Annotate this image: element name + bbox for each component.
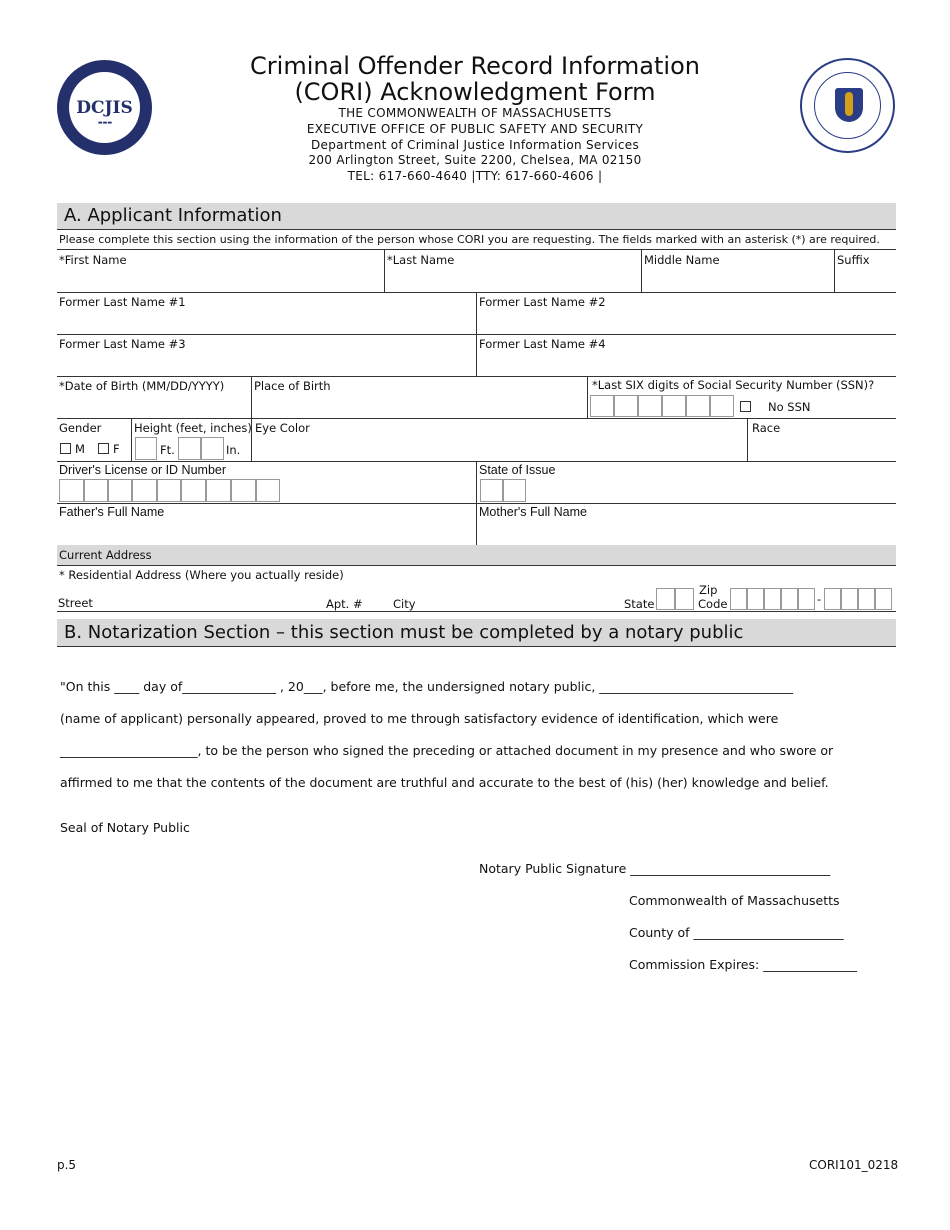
no-ssn-label: No SSN: [768, 400, 811, 414]
zip4-digit-1[interactable]: [824, 588, 841, 610]
gender-f-checkbox[interactable]: [98, 443, 109, 454]
section-b-header: B. Notarization Section – this section must be completed by a notary public: [57, 619, 896, 647]
form-title-line1: Criminal Offender Record Information: [250, 52, 700, 80]
former-last-name-4-label: Former Last Name #4: [479, 337, 606, 351]
gender-m-checkbox[interactable]: [60, 443, 71, 454]
last-name-label: *Last Name: [387, 253, 455, 267]
header-line-5: TEL: 617-660-4640 |TTY: 617-660-4606 |: [347, 169, 603, 183]
dl-digit-6[interactable]: [181, 479, 206, 502]
notary-signature-line: Notary Public Signature ________________________________: [479, 861, 831, 876]
mother-name-label: Mother's Full Name: [479, 505, 587, 519]
notary-paragraph-line-4: affirmed to me that the contents of the document are truthful and accurate to the best of (his) (her) knowledge and belief.: [60, 775, 829, 790]
zip-label: Zip: [699, 583, 718, 597]
dl-digit-8[interactable]: [231, 479, 256, 502]
height-feet-box[interactable]: [135, 437, 157, 460]
height-inch-box-1[interactable]: [178, 437, 201, 460]
section-a-instructions: Please complete this section using the information of the person whose CORI you are requesting. The fields marked with an asterisk (*) are required.: [59, 233, 880, 246]
commission-expires-line: Commission Expires: _______________: [629, 957, 857, 972]
street-label: Street: [58, 596, 93, 610]
dcjis-logo-icon: [57, 60, 152, 155]
height-inch-box-2[interactable]: [201, 437, 224, 460]
ssn-digit-3[interactable]: [638, 395, 662, 417]
commonwealth-label: Commonwealth of Massachusetts: [629, 893, 840, 908]
state-label: State: [624, 597, 655, 611]
father-name-label: Father's Full Name: [59, 505, 165, 519]
dl-digit-3[interactable]: [108, 479, 132, 502]
suffix-label: Suffix: [837, 253, 870, 267]
state-issue-box-2[interactable]: [503, 479, 526, 502]
zip-digit-4[interactable]: [781, 588, 798, 610]
former-last-name-1-label: Former Last Name #1: [59, 295, 186, 309]
current-address-header: Current Address: [57, 545, 896, 565]
page-number: p.5: [57, 1158, 77, 1172]
ssn-digit-1[interactable]: [590, 395, 614, 417]
dl-digit-7[interactable]: [206, 479, 231, 502]
zip4-digit-3[interactable]: [858, 588, 875, 610]
section-a-header: A. Applicant Information: [57, 203, 896, 230]
zip-digit-2[interactable]: [747, 588, 764, 610]
ssn-digit-2[interactable]: [614, 395, 638, 417]
state-box-1[interactable]: [656, 588, 675, 610]
former-last-name-2-label: Former Last Name #2: [479, 295, 606, 309]
gender-m-label: M: [75, 442, 85, 456]
dl-digit-4[interactable]: [132, 479, 157, 502]
notary-paragraph-line-1: "On this ____ day of_______________ , 20___, before me, the undersigned notary public, _______________________________: [60, 679, 794, 694]
seal-of-notary-label: Seal of Notary Public: [60, 820, 190, 835]
notary-paragraph-line-2: (name of applicant) personally appeared, proved to me through satisfactory evidence of identification, which were: [60, 711, 779, 726]
eye-color-label: Eye Color: [255, 421, 310, 435]
ssn-label: *Last SIX digits of Social Security Number (SSN)?: [592, 378, 875, 392]
height-ft-label: Ft.: [160, 443, 175, 457]
ssn-digit-6[interactable]: [710, 395, 734, 417]
header-line-1: THE COMMONWEALTH OF MASSACHUSETTS: [338, 106, 612, 120]
ssn-digit-5[interactable]: [686, 395, 710, 417]
residential-address-label: * Residential Address (Where you actually reside): [59, 568, 344, 582]
city-label: City: [393, 597, 416, 611]
dob-label: *Date of Birth (MM/DD/YYYY): [59, 379, 225, 393]
massachusetts-seal-icon: [800, 58, 895, 153]
zip4-digit-2[interactable]: [841, 588, 858, 610]
header-line-3: Department of Criminal Justice Information Services: [311, 138, 639, 152]
no-ssn-checkbox[interactable]: [740, 401, 751, 412]
dcjis-logo-tagline-icon: ▬▬▬: [97, 120, 113, 126]
gender-f-label: F: [113, 442, 120, 456]
dcjis-logo-text: DCJIS: [76, 98, 133, 118]
apt-label: Apt. #: [326, 597, 363, 611]
dl-digit-9[interactable]: [256, 479, 280, 502]
gender-label: Gender: [59, 421, 102, 435]
form-title-line2: (CORI) Acknowledgment Form: [294, 78, 656, 106]
zip-digit-5[interactable]: [798, 588, 815, 610]
header-line-2: EXECUTIVE OFFICE OF PUBLIC SAFETY AND SECURITY: [306, 122, 644, 136]
notary-paragraph-line-3: ______________________, to be the person who signed the preceding or attached document in my presence and who swore or: [60, 743, 834, 758]
state-issue-box-1[interactable]: [480, 479, 503, 502]
dl-digit-2[interactable]: [84, 479, 108, 502]
dl-digit-1[interactable]: [59, 479, 84, 502]
state-of-issue-label: State of Issue: [479, 463, 556, 477]
dl-digit-5[interactable]: [157, 479, 181, 502]
drivers-license-label: Driver's License or ID Number: [59, 463, 227, 477]
race-label: Race: [752, 421, 781, 435]
height-in-label: In.: [226, 443, 241, 457]
state-box-2[interactable]: [675, 588, 694, 610]
first-name-label: *First Name: [59, 253, 127, 267]
middle-name-label: Middle Name: [644, 253, 720, 267]
county-line: County of ________________________: [629, 925, 844, 940]
zip4-digit-4[interactable]: [875, 588, 892, 610]
zip-digit-3[interactable]: [764, 588, 781, 610]
zip-digit-1[interactable]: [730, 588, 747, 610]
ssn-digit-4[interactable]: [662, 395, 686, 417]
zip-code-label: Code: [698, 597, 728, 611]
pob-label: Place of Birth: [254, 379, 331, 393]
height-label: Height (feet, inches): [134, 421, 252, 435]
header-line-4: 200 Arlington Street, Suite 2200, Chelsea, MA 02150: [308, 153, 642, 167]
former-last-name-3-label: Former Last Name #3: [59, 337, 186, 351]
form-id: CORI101_0218: [809, 1158, 899, 1172]
zip-dash: -: [817, 592, 822, 606]
